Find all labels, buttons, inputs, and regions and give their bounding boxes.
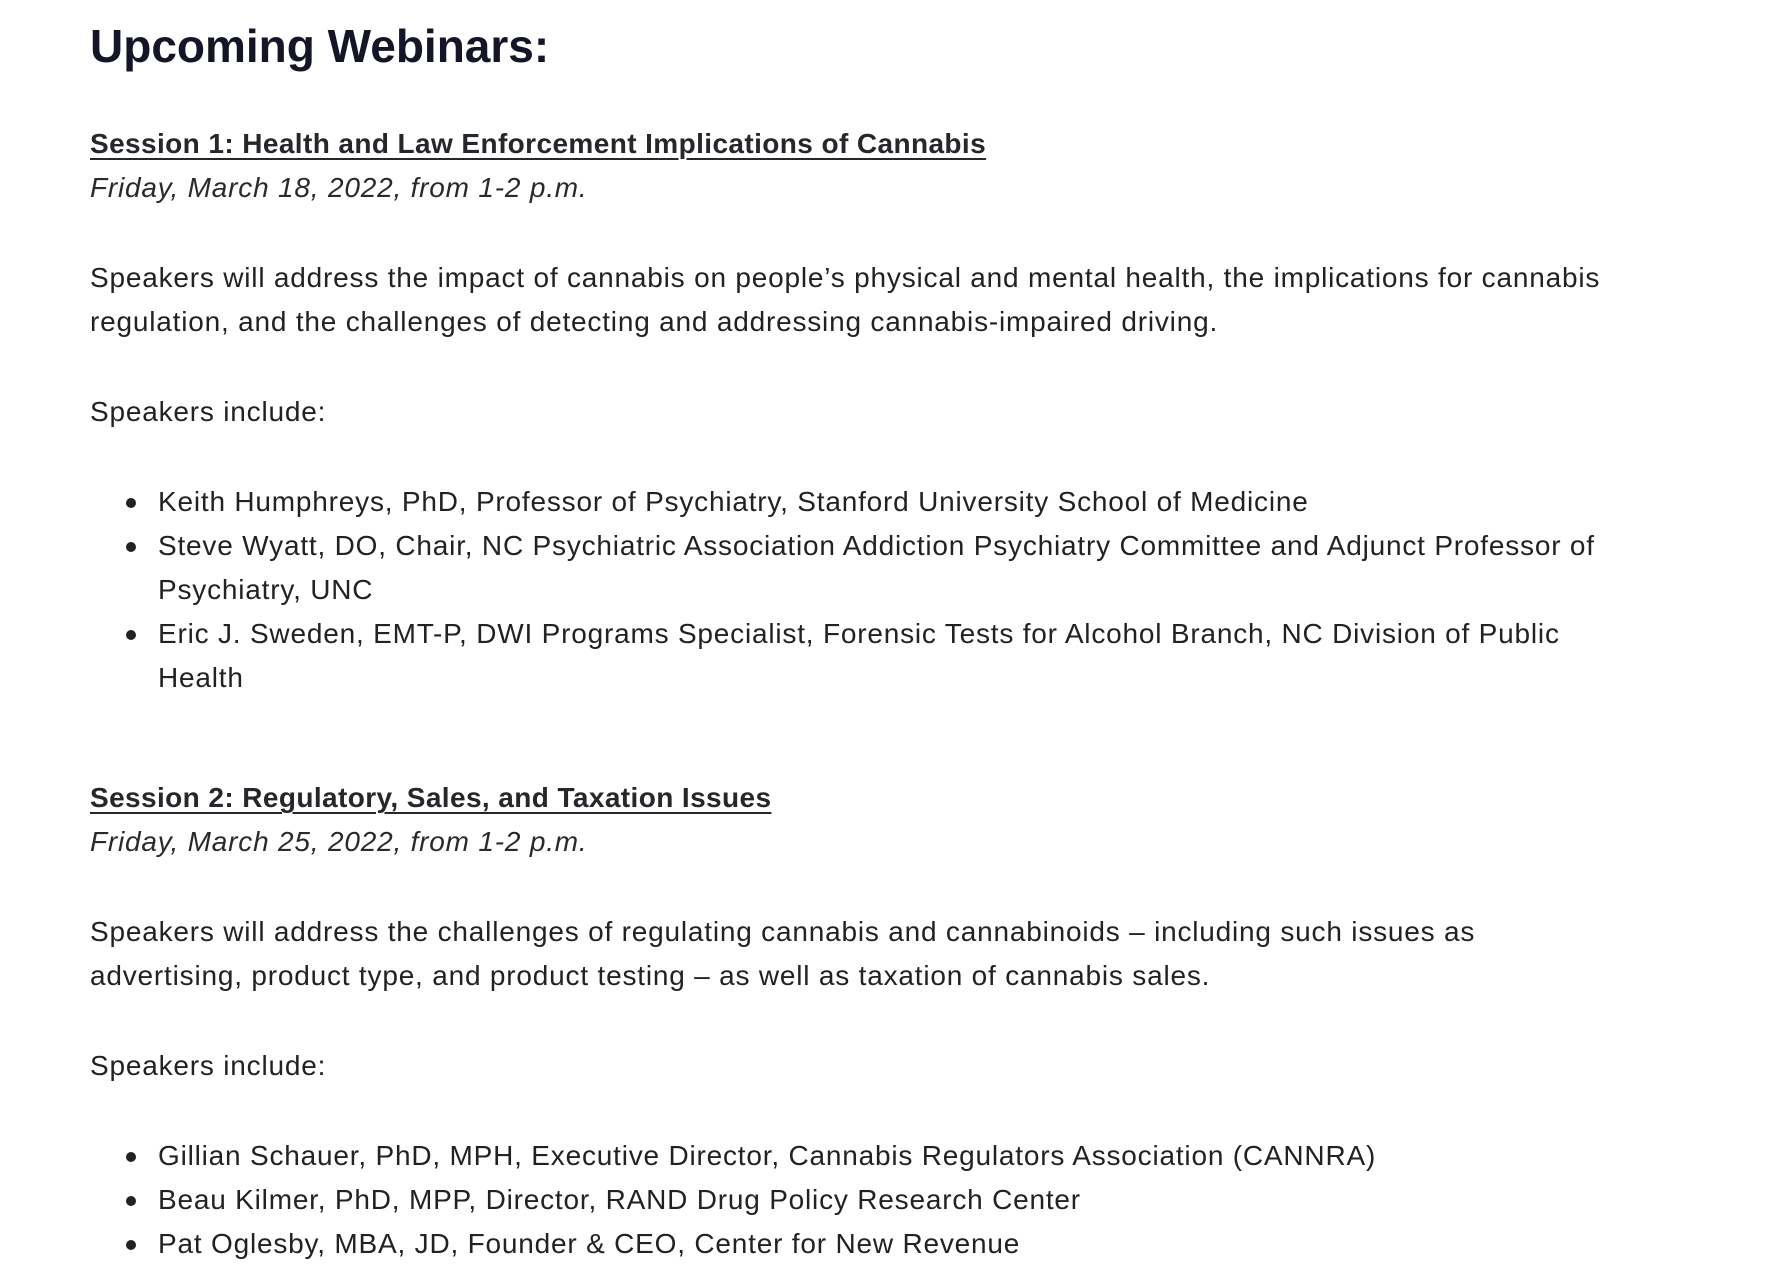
bullet-icon — [126, 498, 136, 508]
speaker-item — [158, 1134, 1620, 1178]
speaker-text: Steve Wyatt, DO, Chair, NC Psychiatric Association Addiction Psychiatry Committee and Adjunct Professor of Psychiatry, UNC — [158, 530, 1595, 605]
session-2-speakers-label: Speakers include: — [90, 1050, 327, 1081]
speaker-text: Eric J. Sweden, EMT-P, DWI Programs Specialist, Forensic Tests for Alcohol Branch, NC Division of Public Health — [158, 618, 1560, 693]
session-2 — [90, 776, 1620, 1266]
session-1-title-link[interactable]: Session 1: Health and Law Enforcement Implications of Cannabis — [90, 128, 987, 159]
bullet-icon — [126, 1196, 136, 1206]
session-2-speaker-list — [90, 1134, 1620, 1266]
speaker-item — [158, 612, 1620, 700]
session-1-date: Friday, March 18, 2022, from 1-2 p.m. — [90, 172, 588, 203]
session-2-description: Speakers will address the challenges of regulating cannabis and cannabinoids – including such issues as advertising, product type, and product testing – as well as taxation of cannabis sales. — [90, 916, 1476, 991]
bullet-icon — [126, 542, 136, 552]
speaker-text: Keith Humphreys, PhD, Professor of Psychiatry, Stanford University School of Medicine — [158, 486, 1309, 517]
session-1-speakers-label: Speakers include: — [90, 396, 327, 427]
session-2-title-link[interactable]: Session 2: Regulatory, Sales, and Taxation Issues — [90, 782, 772, 813]
speaker-item — [158, 480, 1620, 524]
speaker-item — [158, 1178, 1620, 1222]
bullet-icon — [126, 630, 136, 640]
bullet-icon — [126, 1152, 136, 1162]
session-1-description: Speakers will address the impact of cannabis on people’s physical and mental health, the implications for cannabis regulation, and the challenges of detecting and addressing cannabis-impaired driving. — [90, 262, 1601, 337]
speaker-text: Beau Kilmer, PhD, MPP, Director, RAND Drug Policy Research Center — [158, 1184, 1081, 1215]
session-1-speaker-list — [90, 480, 1620, 700]
bullet-icon — [126, 1240, 136, 1250]
speaker-text: Gillian Schauer, PhD, MPH, Executive Director, Cannabis Regulators Association (CANNRA) — [158, 1140, 1377, 1171]
speaker-item — [158, 524, 1620, 612]
session-2-date: Friday, March 25, 2022, from 1-2 p.m. — [90, 826, 588, 857]
session-1 — [90, 122, 1620, 700]
speaker-item — [158, 1222, 1620, 1266]
speaker-text: Pat Oglesby, MBA, JD, Founder & CEO, Center for New Revenue — [158, 1228, 1021, 1259]
page-title: Upcoming Webinars: — [90, 20, 550, 72]
